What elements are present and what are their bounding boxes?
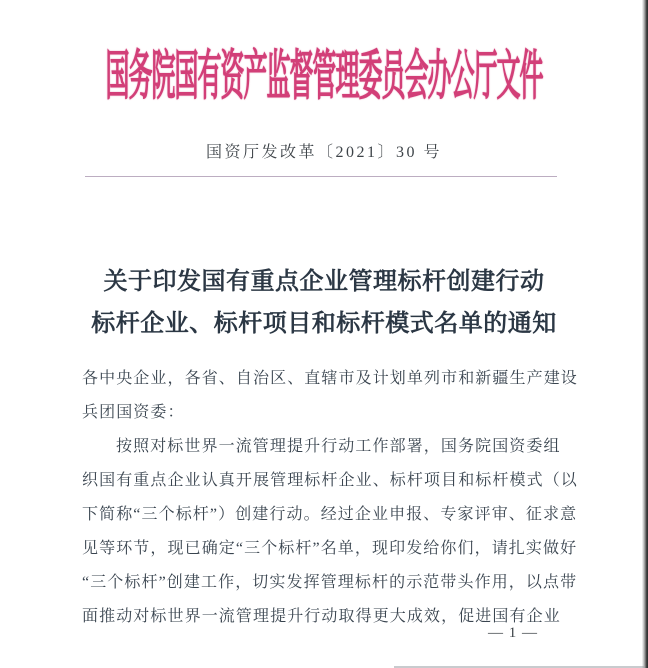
doc-title-line1: 关于印发国有重点企业管理标杆创建行动 [103,269,545,295]
body-line: 织国有重点企业认真开展管理标杆企业、标杆项目和标杆模式（以 [82,472,578,489]
doc-number: 国资厅发改革〔2021〕30 号 [205,144,442,161]
body-line: 见等环节，现已确定“三个标杆”名单，现印发给你们，请扎实做好 [82,540,578,557]
page-number: — 1 — [488,625,538,641]
doc-title [0,261,648,345]
body-line: 各中央企业，各省、自治区、直辖市及计划单列市和新疆生产建设 [82,370,578,387]
body-line: “三个标杆”创建工作，切实发挥管理标杆的示范带头作用，以点带 [82,574,578,591]
scan-right-edge [641,0,648,668]
issuer-banner: 国务院国有资产监督管理委员会办公厅文件 [105,49,543,108]
body-line: 下简称“三个标杆”）创建行动。经过企业申报、专家评审、征求意 [82,506,578,523]
header-divider [85,176,557,177]
body-paragraphs [82,362,582,634]
body-line: 面推动对标世界一流管理提升行动取得更大成效，促进国有企业 [82,608,561,625]
body-line: 按照对标世界一流管理提升行动工作部署，国务院国资委组 [116,438,561,455]
doc-title-line2: 标杆企业、标杆项目和标杆模式名单的通知 [91,311,557,337]
body-line: 兵团国资委： [82,404,185,421]
